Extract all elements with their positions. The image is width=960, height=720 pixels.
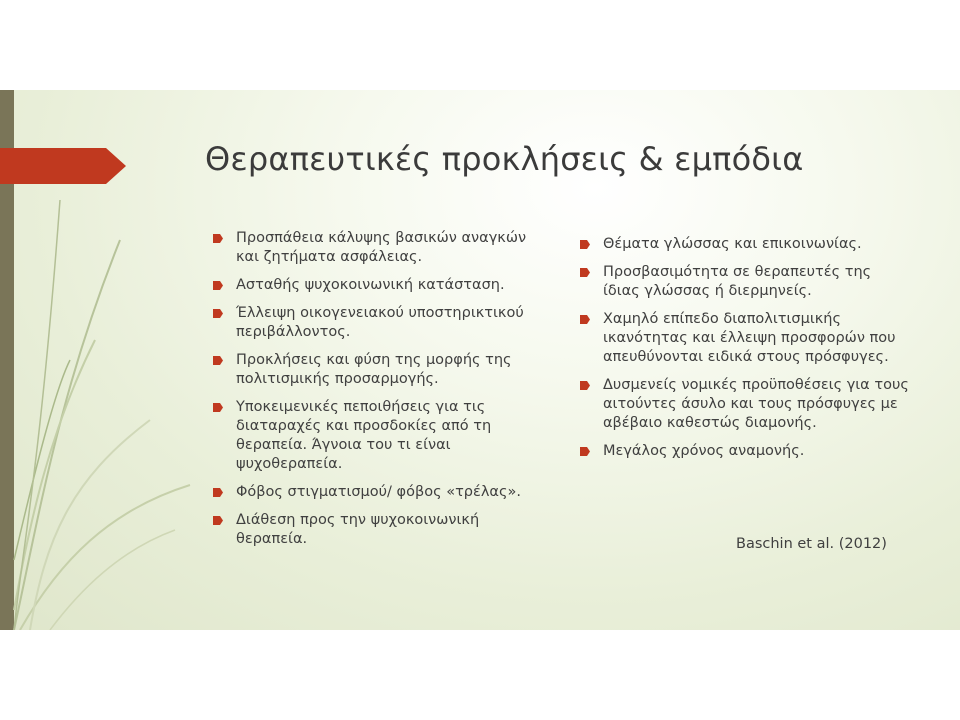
bullet-text: Δυσμενείς νομικές προϋποθέσεις για τους αιτούντες άσυλο και τους πρόσφυγες με αβέβαιο καθεστώς διαμονής. [603,377,909,431]
bullet-text: Προσβασιμότητα σε θεραπευτές της ίδιας γλώσσας ή διερμηνείς. [603,264,872,299]
bullet-text: Προσπάθεια κάλυψης βασικών αναγκών και ζητήματα ασφάλειας. [236,230,527,265]
arrow-bullet-icon [213,516,223,525]
bullet-text: Υποκειμενικές πεποιθήσεις για τις διαταραχές και προσδοκίες από τη θεραπεία. Άγνοια του τι είναι ψυχοθεραπεία. [236,399,492,472]
arrow-bullet-icon [580,447,590,456]
bullet-item [580,310,910,367]
bullet-item [213,276,543,295]
arrow-bullet-icon [213,488,223,497]
bullet-item [213,304,543,342]
bullet-item [213,483,543,502]
bullet-item [213,229,543,267]
bullet-text: Ασταθής ψυχοκοινωνική κατάσταση. [236,277,505,293]
arrow-bullet-icon [213,281,223,290]
bullet-text: Θέματα γλώσσας και επικοινωνίας. [603,236,862,252]
bullet-text: Έλλειψη οικογενειακού υποστηρικτικού περιβάλλοντος. [236,305,524,340]
bullet-item [580,235,910,254]
bullet-text: Χαμηλό επίπεδο διαπολιτισμικής ικανότητας και έλλειψη προσφορών που απευθύνονται ειδικά στους πρόσφυγες. [603,311,896,365]
bullet-item [213,511,543,549]
left-bullet-list [213,229,543,558]
arrow-bullet-icon [580,381,590,390]
right-bullet-list [580,235,910,470]
citation: Baschin et al. (2012) [736,536,887,552]
slide-title: Θεραπευτικές προκλήσεις & εμπόδια [205,140,804,178]
bullet-item [580,442,910,461]
bullet-text: Φόβος στιγματισμού/ φόβος «τρέλας». [236,484,521,500]
arrow-bullet-icon [580,268,590,277]
bullet-item [213,351,543,389]
bullet-item [580,376,910,433]
arrow-bullet-icon [213,356,223,365]
bullet-item [213,398,543,474]
bullet-item [580,263,910,301]
bullet-text: Διάθεση προς την ψυχοκοινωνική θεραπεία. [236,512,480,547]
slide [0,90,960,630]
arrow-bullet-icon [580,240,590,249]
arrow-bullet-icon [580,315,590,324]
arrow-bullet-icon [213,234,223,243]
title-marker-arrow [0,148,126,184]
bullet-text: Μεγάλος χρόνος αναμονής. [603,443,805,459]
arrow-bullet-icon [213,309,223,318]
arrow-bullet-icon [213,403,223,412]
bullet-text: Προκλήσεις και φύση της μορφής της πολιτισμικής προσαρμογής. [236,352,512,387]
